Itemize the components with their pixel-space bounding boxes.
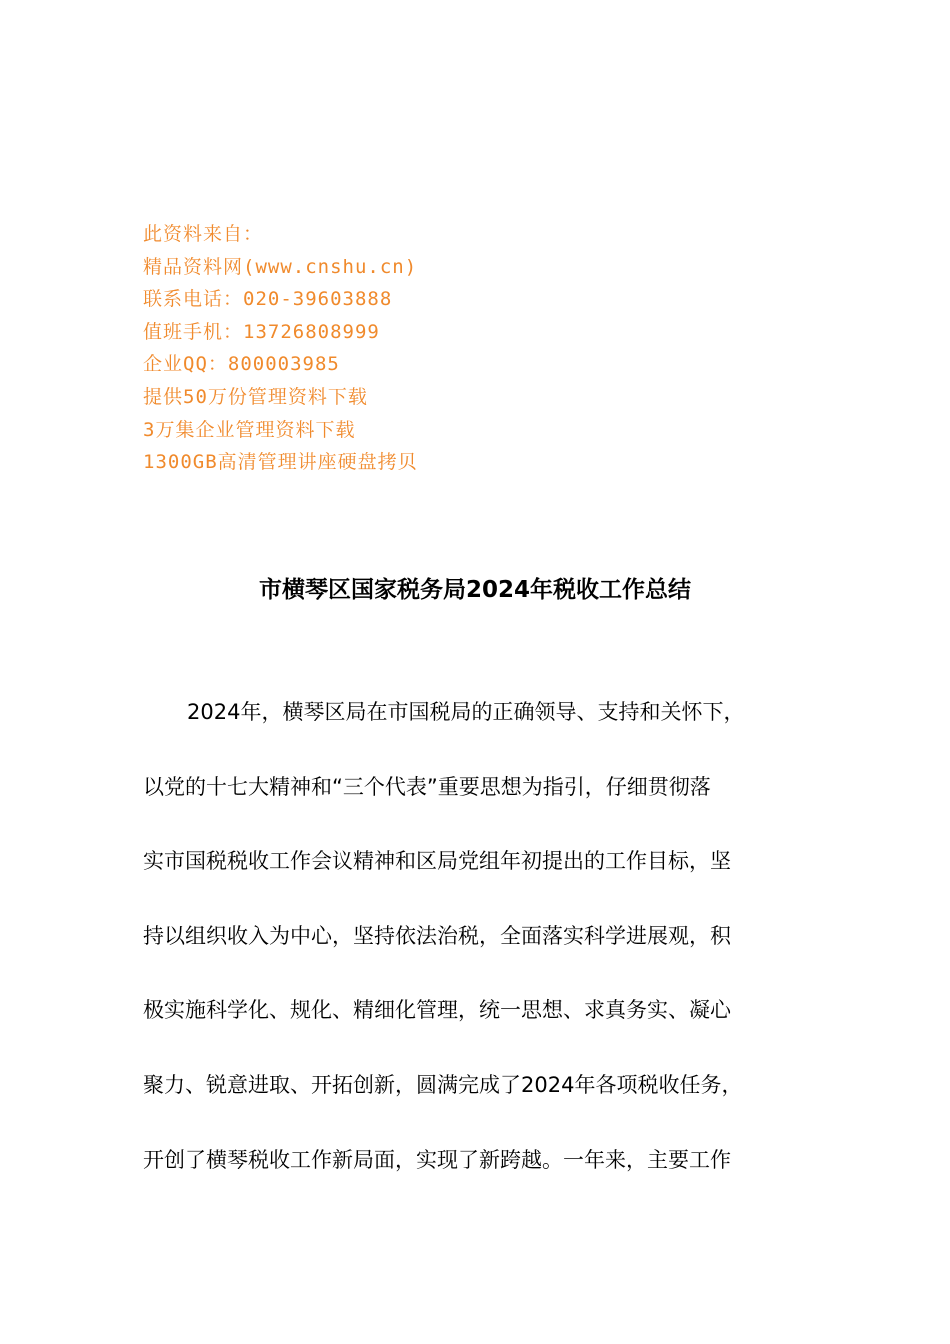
body-line: 持以组织收入为中心，坚持依法治税，全面落实科学进展观，积	[143, 923, 731, 948]
source-line-origin: 此资料来自：	[143, 223, 264, 245]
source-line-offer-1: 提供50万份管理资料下载	[143, 385, 368, 408]
source-line-qq: 企业QQ：800003985	[143, 353, 340, 376]
source-info-block	[143, 218, 563, 479]
source-line-mobile: 值班手机：13726808999	[143, 320, 380, 343]
body-line: 实市国税税收工作会议精神和区局党组年初提出的工作目标，坚	[143, 849, 731, 874]
document-title: 市横琴区国家税务局2024年税收工作总结	[258, 577, 691, 603]
source-line-offer-2: 3万集企业管理资料下载	[143, 418, 356, 441]
body-line: 2024年，横琴区局在市国税局的正确领导、支持和关怀下，	[187, 700, 745, 724]
body-line: 开创了横琴税收工作新局面，实现了新跨越。一年来，主要工作	[143, 1147, 731, 1172]
body-line: 聚力、锐意进取、开拓创新，圆满完成了2024年各项税收任务，	[143, 1072, 743, 1097]
source-line-phone: 联系电话：020-39603888	[143, 288, 393, 311]
source-line-offer-3: 1300GB高清管理讲座硬盘拷贝	[143, 451, 418, 474]
body-line: 以党的十七大精神和“三个代表”重要思想为指引，仔细贯彻落	[143, 774, 711, 799]
body-line: 极实施科学化、规化、精细化管理，统一思想、求真务实、凝心	[143, 998, 731, 1023]
source-line-website: 精品资料网(www.cnshu.cn)	[143, 255, 418, 278]
document-body	[143, 694, 813, 1216]
